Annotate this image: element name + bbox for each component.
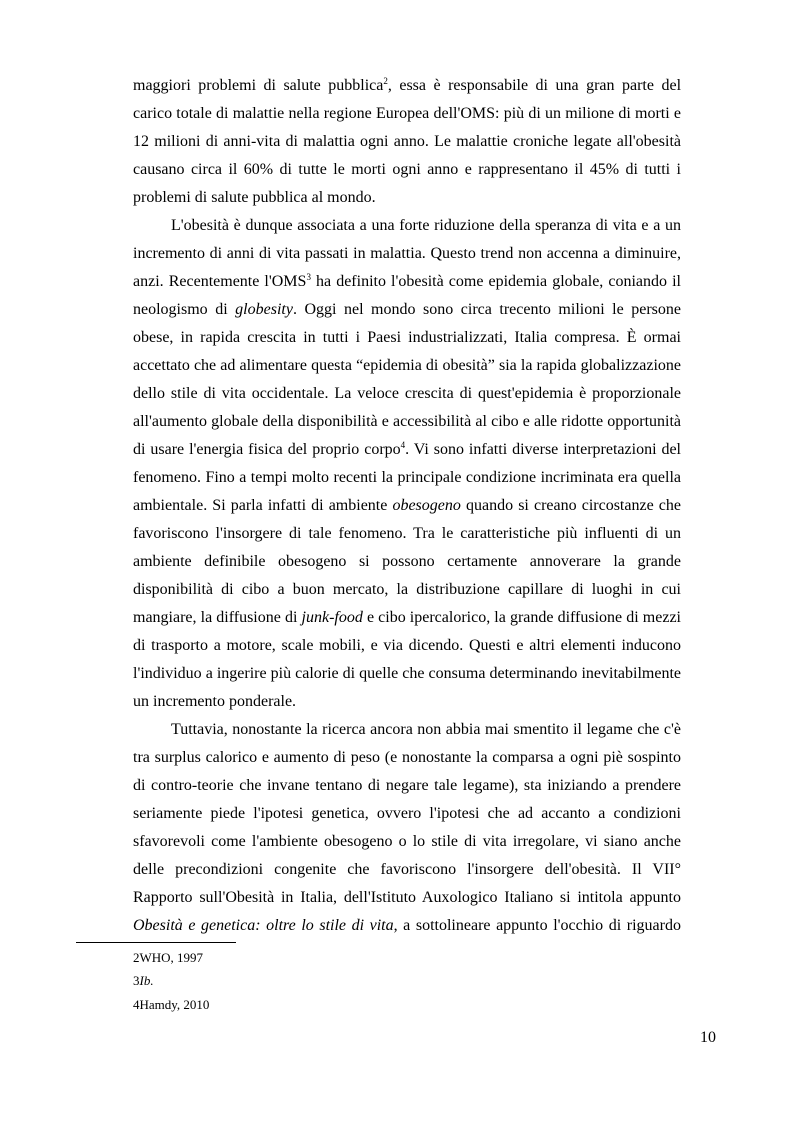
text-run: neologismo di bbox=[133, 301, 236, 318]
text-run: obese, in rapida crescita in tutti i Paesi industrializzati, Italia compresa. È ormai bbox=[133, 329, 681, 346]
text-run: all'aumento globale della disponibilità e accessibilità al cibo e alle ridotte opportunità bbox=[133, 413, 681, 430]
text-line bbox=[133, 328, 681, 348]
text-line bbox=[133, 440, 681, 460]
footnote bbox=[133, 950, 203, 966]
text-run: . Vi sono infatti diverse interpretazioni del bbox=[405, 441, 681, 458]
text-run: delle precondizioni congenite che favoriscono l'insorgere dell'obesità. Il VII° bbox=[133, 861, 681, 878]
footnote-reference: 3 bbox=[306, 272, 311, 282]
text-line bbox=[133, 384, 681, 404]
text-run: l'individuo a ingerire più calorie di quelle che consuma determinando inevitabilmente bbox=[133, 665, 681, 682]
italic-term: globesity bbox=[235, 301, 293, 318]
text-run: 12 milioni di anni-vita di malattia ogni anno. Le malattie croniche legate all'obesità bbox=[133, 133, 681, 150]
text-line bbox=[133, 524, 681, 544]
text-line bbox=[133, 636, 681, 656]
text-run: quando si creano circostanze che bbox=[460, 497, 681, 514]
text-line bbox=[133, 188, 681, 208]
text-line bbox=[133, 888, 681, 908]
footnote-separator bbox=[76, 942, 236, 943]
text-line bbox=[171, 216, 681, 236]
text-line bbox=[133, 552, 681, 572]
text-run: disponibilità di cibo a buon mercato, la distribuzione capillare di luoghi in cui bbox=[133, 581, 681, 598]
text-run: 4Hamdy, 2010 bbox=[133, 997, 210, 1012]
text-run: fenomeno. Fino a tempi molto recenti la principale condizione incriminata era quella bbox=[133, 469, 681, 486]
text-line bbox=[133, 104, 681, 124]
text-line bbox=[133, 664, 681, 684]
italic-term: Ib. bbox=[139, 973, 154, 988]
text-line bbox=[133, 496, 681, 516]
text-run: incremento di anni di vita passati in malattia. Questo trend non accenna a diminuire, bbox=[133, 245, 681, 262]
italic-term: obesogeno bbox=[392, 497, 461, 514]
text-line bbox=[133, 748, 681, 768]
text-run: 3 bbox=[133, 973, 140, 988]
text-run: accettato che ad alimentare questa “epidemia di obesità” sia la rapida globalizzazione bbox=[133, 357, 681, 374]
text-line bbox=[133, 832, 681, 852]
text-run: anzi. Recentemente l'OMS bbox=[133, 273, 307, 290]
text-run: maggiori problemi di salute pubblica bbox=[133, 77, 384, 94]
italic-term: junk-food bbox=[301, 609, 363, 626]
text-run: problemi di salute pubblica al mondo. bbox=[133, 189, 376, 206]
text-run: dello stile di vita occidentale. La veloce crescita di quest'epidemia è proporzionale bbox=[133, 385, 681, 402]
text-line bbox=[133, 692, 681, 712]
text-run: L'obesità è dunque associata a una forte riduzione della speranza di vita e a un bbox=[171, 217, 681, 234]
text-line bbox=[133, 776, 681, 796]
text-line bbox=[133, 272, 681, 292]
text-line bbox=[171, 720, 681, 740]
text-line bbox=[133, 412, 681, 432]
text-run: ambientale. Si parla infatti di ambiente bbox=[133, 497, 393, 514]
italic-term: Obesità e genetica: oltre lo stile di vita bbox=[133, 917, 394, 934]
text-run: di trasporto a motore, scale mobili, e via dicendo. Questi e altri elementi inducono bbox=[133, 637, 681, 654]
text-line bbox=[133, 860, 681, 880]
text-line bbox=[133, 300, 681, 320]
footnote bbox=[133, 997, 209, 1013]
text-line bbox=[133, 160, 681, 180]
text-line bbox=[133, 580, 681, 600]
text-run: 2WHO, 1997 bbox=[133, 950, 204, 965]
text-line bbox=[133, 244, 681, 264]
text-run: mangiare, la diffusione di bbox=[133, 609, 302, 626]
text-run: , essa è responsabile di una gran parte del bbox=[387, 77, 682, 94]
text-line bbox=[133, 76, 681, 96]
text-run: di contro-teorie che invane tentano di negare tale legame), sta iniziando a prendere bbox=[133, 777, 681, 794]
text-run: tra surplus calorico e aumento di peso (e nonostante la comparsa a ogni piè sospinto bbox=[133, 749, 681, 766]
page-number: 10 bbox=[700, 1029, 716, 1046]
text-run: carico totale di malattie nella regione Europea dell'OMS: più di un milione di morti e bbox=[133, 105, 681, 122]
text-run: Rapporto sull'Obesità in Italia, dell'Istituto Auxologico Italiano si intitola appunto bbox=[133, 889, 681, 906]
footnote-reference: 4 bbox=[400, 440, 406, 450]
text-line bbox=[133, 608, 681, 628]
text-line bbox=[133, 916, 681, 936]
footnote-reference: 2 bbox=[383, 76, 388, 86]
text-run: favoriscono l'insorgere di tale fenomeno. Tra le caratteristiche più influenti di un bbox=[133, 525, 681, 542]
text-run: seriamente piede l'ipotesi genetica, ovvero l'ipotesi che ad accanto a condizioni bbox=[133, 805, 681, 822]
text-line bbox=[133, 356, 681, 376]
text-line bbox=[133, 804, 681, 824]
text-run: di usare l'energia fisica del proprio corpo bbox=[133, 441, 401, 458]
text-run: un incremento ponderale. bbox=[133, 693, 297, 710]
text-run: . Oggi nel mondo sono circa trecento milioni le persone bbox=[292, 301, 682, 318]
text-line bbox=[133, 468, 681, 488]
text-run: ambiente definibile obesogeno si possono certamente annoverare la grande bbox=[133, 553, 681, 570]
text-run: ha definito l'obesità come epidemia globale, coniando il bbox=[310, 273, 681, 290]
text-run: , a sottolineare appunto l'occhio di riguardo bbox=[393, 917, 681, 934]
text-line bbox=[133, 132, 681, 152]
text-run: causano circa il 60% di tutte le morti ogni anno e rappresentano il 45% di tutti i bbox=[133, 161, 681, 178]
footnote bbox=[133, 973, 154, 989]
text-run: Tuttavia, nonostante la ricerca ancora non abbia mai smentito il legame che c'è bbox=[171, 721, 681, 738]
text-run: e cibo ipercalorico, la grande diffusione di mezzi bbox=[362, 609, 681, 626]
text-run: sfavorevoli come l'ambiente obesogeno o lo stile di vita irregolare, vi siano anche bbox=[133, 833, 681, 850]
